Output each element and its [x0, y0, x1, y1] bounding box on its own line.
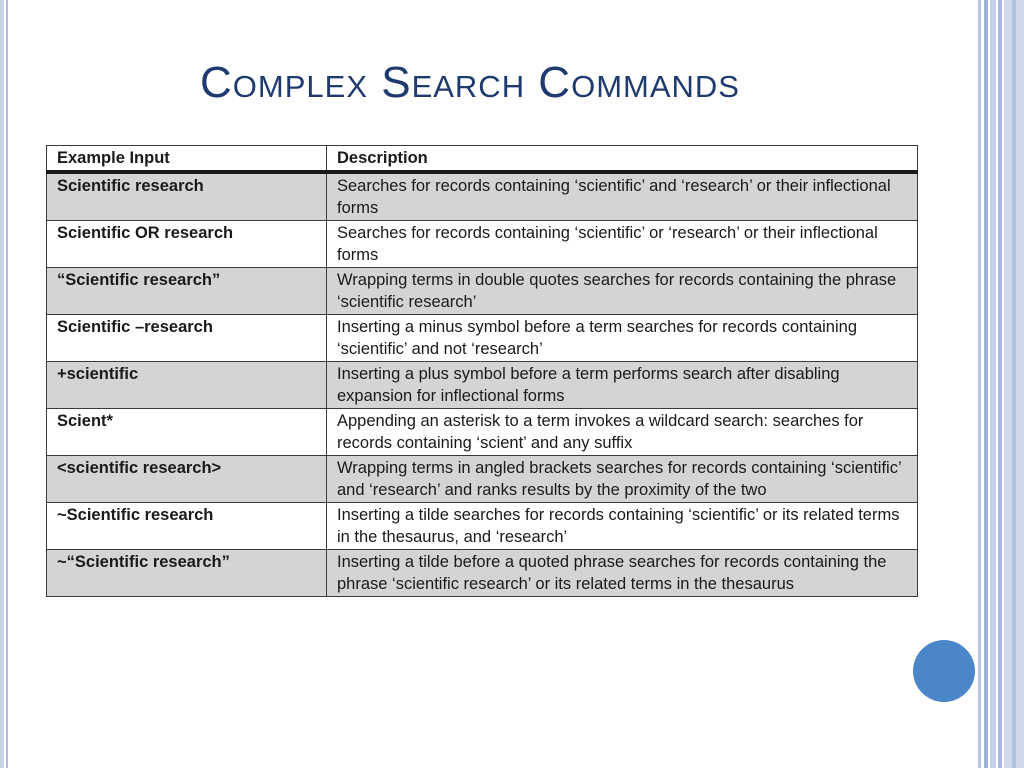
example-input-cell: Scientific research	[47, 172, 327, 221]
table-row	[47, 456, 918, 503]
description-cell: Appending an asterisk to a term invokes a wildcard search: searches for records containing ‘scient’ and any suffix	[327, 409, 918, 456]
description-cell: Inserting a minus symbol before a term searches for records containing ‘scientific’ and not ‘research’	[327, 315, 918, 362]
slide-title: Complex Search Commands	[200, 58, 740, 107]
slide-right-stripe	[998, 0, 1002, 768]
decorative-circle	[913, 640, 975, 702]
slide-right-stripe	[990, 0, 996, 768]
table-row	[47, 503, 918, 550]
example-input-cell: “Scientific research”	[47, 268, 327, 315]
example-input-cell: ~“Scientific research”	[47, 550, 327, 597]
slide-left-border	[0, 0, 4, 768]
description-cell: Wrapping terms in angled brackets searches for records containing ‘scientific’ and ‘research’ and ranks results by the proximity of the two	[327, 456, 918, 503]
slide-right-stripe	[984, 0, 988, 768]
example-input-cell: <scientific research>	[47, 456, 327, 503]
table-row	[47, 362, 918, 409]
table-row	[47, 550, 918, 597]
example-input-cell: Scient*	[47, 409, 327, 456]
description-cell: Searches for records containing ‘scientific’ or ‘research’ or their inflectional forms	[327, 221, 918, 268]
description-cell: Inserting a tilde searches for records containing ‘scientific’ or its related terms in the thesaurus, and ‘research’	[327, 503, 918, 550]
search-commands-table	[46, 145, 918, 597]
column-header-example-input: Example Input	[47, 146, 327, 173]
description-cell: Searches for records containing ‘scientific’ and ‘research’ or their inflectional forms	[327, 172, 918, 221]
table-row	[47, 409, 918, 456]
example-input-cell: ~Scientific research	[47, 503, 327, 550]
example-input-cell: +scientific	[47, 362, 327, 409]
table-header-row	[47, 146, 918, 173]
description-cell: Inserting a plus symbol before a term performs search after disabling expansion for inflectional forms	[327, 362, 918, 409]
example-input-cell: Scientific OR research	[47, 221, 327, 268]
table-row	[47, 221, 918, 268]
table-row	[47, 172, 918, 221]
table-row	[47, 268, 918, 315]
description-cell: Wrapping terms in double quotes searches for records containing the phrase ‘scientific research’	[327, 268, 918, 315]
slide-right-stripe	[1012, 0, 1016, 768]
slide-right-stripe	[978, 0, 981, 768]
table-row	[47, 315, 918, 362]
slide-left-border-line	[6, 0, 8, 768]
example-input-cell: Scientific –research	[47, 315, 327, 362]
description-cell: Inserting a tilde before a quoted phrase searches for records containing the phrase ‘scientific research’ or its related terms in the thesaurus	[327, 550, 918, 597]
column-header-description: Description	[327, 146, 918, 173]
